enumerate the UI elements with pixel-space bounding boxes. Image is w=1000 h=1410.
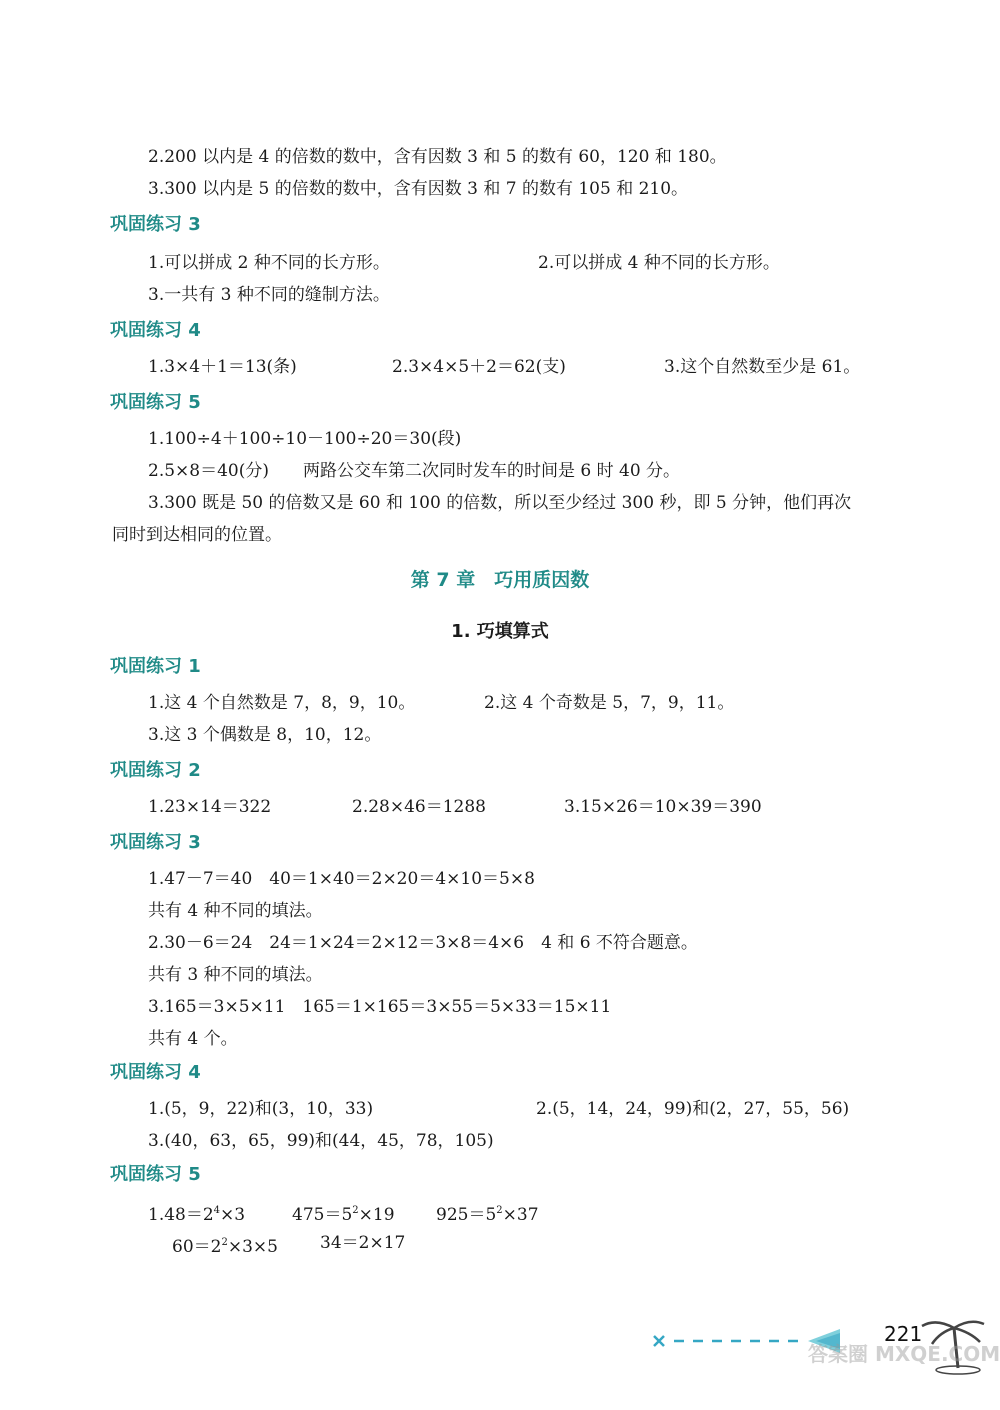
- formula-part: ×19: [358, 1205, 395, 1225]
- answer-line: 共有 3 种不同的填法。: [148, 965, 323, 985]
- answer-line: 3.一共有 3 种不同的缝制方法。: [148, 285, 390, 305]
- answer-line: 同时到达相同的位置。: [112, 525, 282, 545]
- exercise-heading: 巩固练习 4: [110, 320, 201, 341]
- answer-line: 1.47－7＝40 40＝1×40＝2×20＝4×10＝5×8: [148, 869, 535, 889]
- exponent: 2: [496, 1205, 503, 1216]
- answer-line: 2.28×46＝1288: [352, 797, 486, 817]
- formula-part: ×3: [220, 1205, 246, 1225]
- answer-line: 1.这 4 个自然数是 7，8，9，10。: [148, 693, 416, 713]
- formula: [436, 1200, 539, 1226]
- exercise-heading: 巩固练习 4: [110, 1062, 201, 1083]
- section-title: 1. 巧填算式: [451, 621, 549, 642]
- formula-part: ×37: [502, 1205, 539, 1225]
- answer-line: 1.(5，9，22)和(3，10，33): [148, 1099, 374, 1119]
- exponent: 2: [352, 1205, 359, 1216]
- answer-line: 2.5×8＝40(分) 两路公交车第二次同时发车的时间是 6 时 40 分。: [148, 461, 681, 481]
- answer-line: 2.可以拼成 4 种不同的长方形。: [538, 253, 780, 273]
- answer-line: 3.165＝3×5×11 165＝1×165＝3×55＝5×33＝15×11: [148, 997, 612, 1017]
- formula: 34＝2×17: [320, 1233, 406, 1253]
- formula: [292, 1200, 395, 1226]
- formula-part: 475＝5: [292, 1205, 353, 1225]
- answer-line: 3.(40，63，65，99)和(44，45，78，105): [148, 1131, 494, 1151]
- exponent: 4: [213, 1205, 221, 1216]
- answer-line: 2.(5，14，24，99)和(2，27，55，56): [536, 1099, 850, 1119]
- answer-line: 2.200 以内是 4 的倍数的数中，含有因数 3 和 5 的数有 60，120 和 180。: [148, 147, 727, 167]
- answer-line: 3.这 3 个偶数是 8，10，12。: [148, 725, 382, 745]
- exercise-heading: 巩固练习 3: [110, 832, 201, 853]
- page-number: 221: [884, 1322, 923, 1346]
- answer-line: 3.300 以内是 5 的倍数的数中，含有因数 3 和 7 的数有 105 和 210。: [148, 179, 689, 199]
- answer-line: 2.30－6＝24 24＝1×24＝2×12＝3×8＝4×6 4 和 6 不符合题意。: [148, 933, 698, 953]
- watermark: 答案圈 MXQE.COM: [808, 1342, 1000, 1366]
- exercise-heading: 巩固练习 1: [110, 656, 201, 677]
- formula-part: 1.48＝2: [148, 1205, 214, 1225]
- formula-part: ×3×5: [227, 1237, 278, 1257]
- answer-line: 3.这个自然数至少是 61。: [664, 357, 861, 377]
- formula: [172, 1232, 278, 1258]
- answer-line: 2.这 4 个奇数是 5，7，9，11。: [484, 693, 735, 713]
- exercise-heading: 巩固练习 3: [110, 214, 201, 235]
- answer-line: 共有 4 种不同的填法。: [148, 901, 323, 921]
- answer-line: 2.3×4×5＋2＝62(支): [392, 357, 566, 377]
- formula-part: 60＝2: [172, 1237, 222, 1257]
- answer-line: 1.可以拼成 2 种不同的长方形。: [148, 253, 390, 273]
- answer-line: 3.300 既是 50 的倍数又是 60 和 100 的倍数，所以至少经过 300 秒，即 5 分钟，他们再次: [148, 493, 852, 513]
- formula: [148, 1200, 245, 1226]
- chapter-title: 第 7 章 巧用质因数: [410, 569, 590, 591]
- answer-line: 共有 4 个。: [148, 1029, 238, 1049]
- formula-part: 925＝5: [436, 1205, 497, 1225]
- answer-line: 1.3×4＋1＝13(条): [148, 357, 297, 377]
- exercise-heading: 巩固练习 5: [110, 392, 201, 413]
- exercise-heading: 巩固练习 5: [110, 1164, 201, 1185]
- exponent: 2: [221, 1237, 228, 1248]
- answer-line: 1.23×14＝322: [148, 797, 272, 817]
- answer-line: 1.100÷4＋100÷10－100÷20＝30(段): [148, 429, 462, 449]
- exercise-heading: 巩固练习 2: [110, 760, 201, 781]
- answer-line: 3.15×26＝10×39＝390: [564, 797, 762, 817]
